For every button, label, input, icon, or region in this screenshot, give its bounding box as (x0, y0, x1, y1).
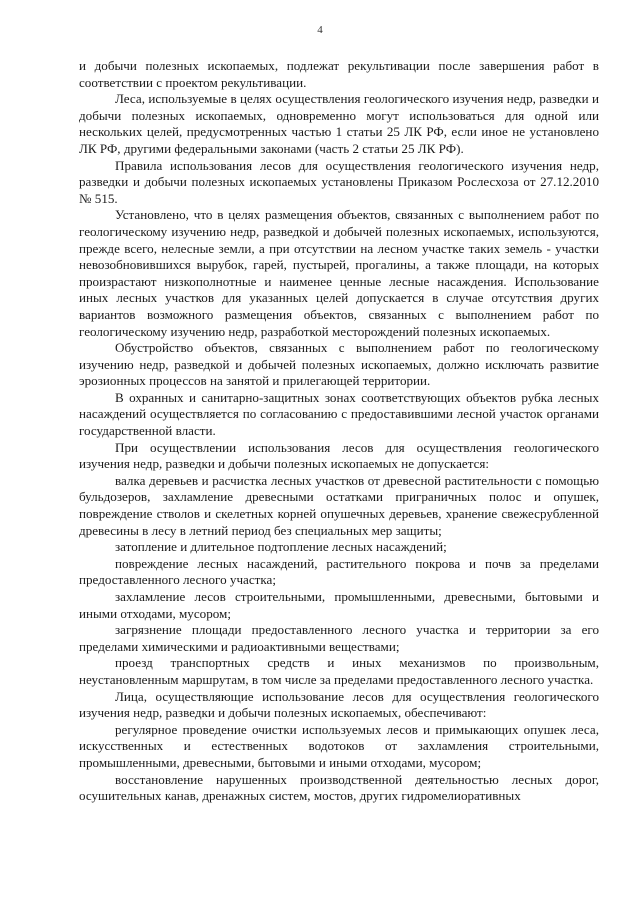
document-body (79, 58, 599, 805)
paragraph: Лица, осуществляющие использование лесов для осуществления геологического изучения недр, разведки и добычи полезных ископаемых, обеспечивают: (79, 688, 599, 721)
paragraph: и добычи полезных ископаемых, подлежат рекультивации после завершения работ в соответствии с проектом рекультивации. (79, 58, 599, 90)
paragraph: Правила использования лесов для осуществления геологического изучения недр, разведки и добычи полезных ископаемых установлены Приказом Рослесхоза от 27.12.2010 № 515. (79, 157, 599, 206)
paragraph: В охранных и санитарно-защитных зонах соответствующих объектов рубка лесных насаждений осуществляется по согласованию с предоставившими лесной участок органами государственной власти. (79, 389, 599, 439)
list-item: регулярное проведение очистки используемых лесов и примыкающих опушек леса, искусственных и естественных водотоков от захламления строительными, промышленными, древесными, бытовыми и иными отходами, мусором; (79, 721, 599, 770)
list-item: загрязнение площади предоставленного лесного участка и территории за его пределами химическими и радиоактивными веществами; (79, 622, 599, 654)
paragraph: Установлено, что в целях размещения объектов, связанных с выполнением работ по геологическому изучению недр, разведкой и добычей полезных ископаемых, используются, прежде всего, нелесные земли, а при отсутствии на лесном участке таких земель - участки невозобновившихся вырубок, гарей, пустырей, прогалины, а также площади, на которых произрастают низкополнотные и наименее ценные лесные насаждения. Использование иных лесных участков для указанных целей допускается в случае отсутствия других вариантов возможного размещения объектов, связанных с выполнением работ по геологическому изучению недр, разработкой месторождений полезных ископаемых. (79, 207, 599, 339)
page-number: 4 (317, 24, 323, 36)
list-item: захламление лесов строительными, промышленными, древесными, бытовыми и иными отходами, мусором; (79, 589, 599, 621)
paragraph: При осуществлении использования лесов для осуществления геологического изучения недр, разведки и добычи полезных ископаемых не допускается: (79, 439, 599, 472)
list-item: валка деревьев и расчистка лесных участков от древесной растительности с помощью бульдозеров, захламление древесными остатками приграничных полос и опушек, повреждение стволов и скелетных корней опушечных деревьев, хранение свежесрубленной древесины в лесу в летний период без специальных мер защиты; (79, 472, 599, 538)
list-item: проезд транспортных средств и иных механизмов по произвольным, неустановленным маршрутам, в том числе за пределами предоставленного лесного участка. (79, 655, 599, 687)
list-item: повреждение лесных насаждений, растительного покрова и почв за пределами предоставленного лесного участка; (79, 555, 599, 588)
list-item: затопление и длительное подтопление лесных насаждений; (115, 539, 447, 555)
paragraph: Леса, используемые в целях осуществления геологического изучения недр, разведки и добычи полезных ископаемых, одновременно могут использоваться для одной или нескольких целей, предусмотренных частью 1 статьи 25 ЛК РФ, если иное не установлено ЛК РФ, другими федеральными законами (часть 2 статьи 25 ЛК РФ). (79, 91, 599, 156)
paragraph: Обустройство объектов, связанных с выполнением работ по геологическому изучению недр, разведкой и добычей полезных ископаемых, должно исключать развитие эрозионных процессов на занятой и прилегающей территории. (79, 340, 599, 389)
list-item: восстановление нарушенных производственной деятельностью лесных дорог, осушительных канав, дренажных систем, мостов, других гидромелиоративных (79, 771, 599, 804)
